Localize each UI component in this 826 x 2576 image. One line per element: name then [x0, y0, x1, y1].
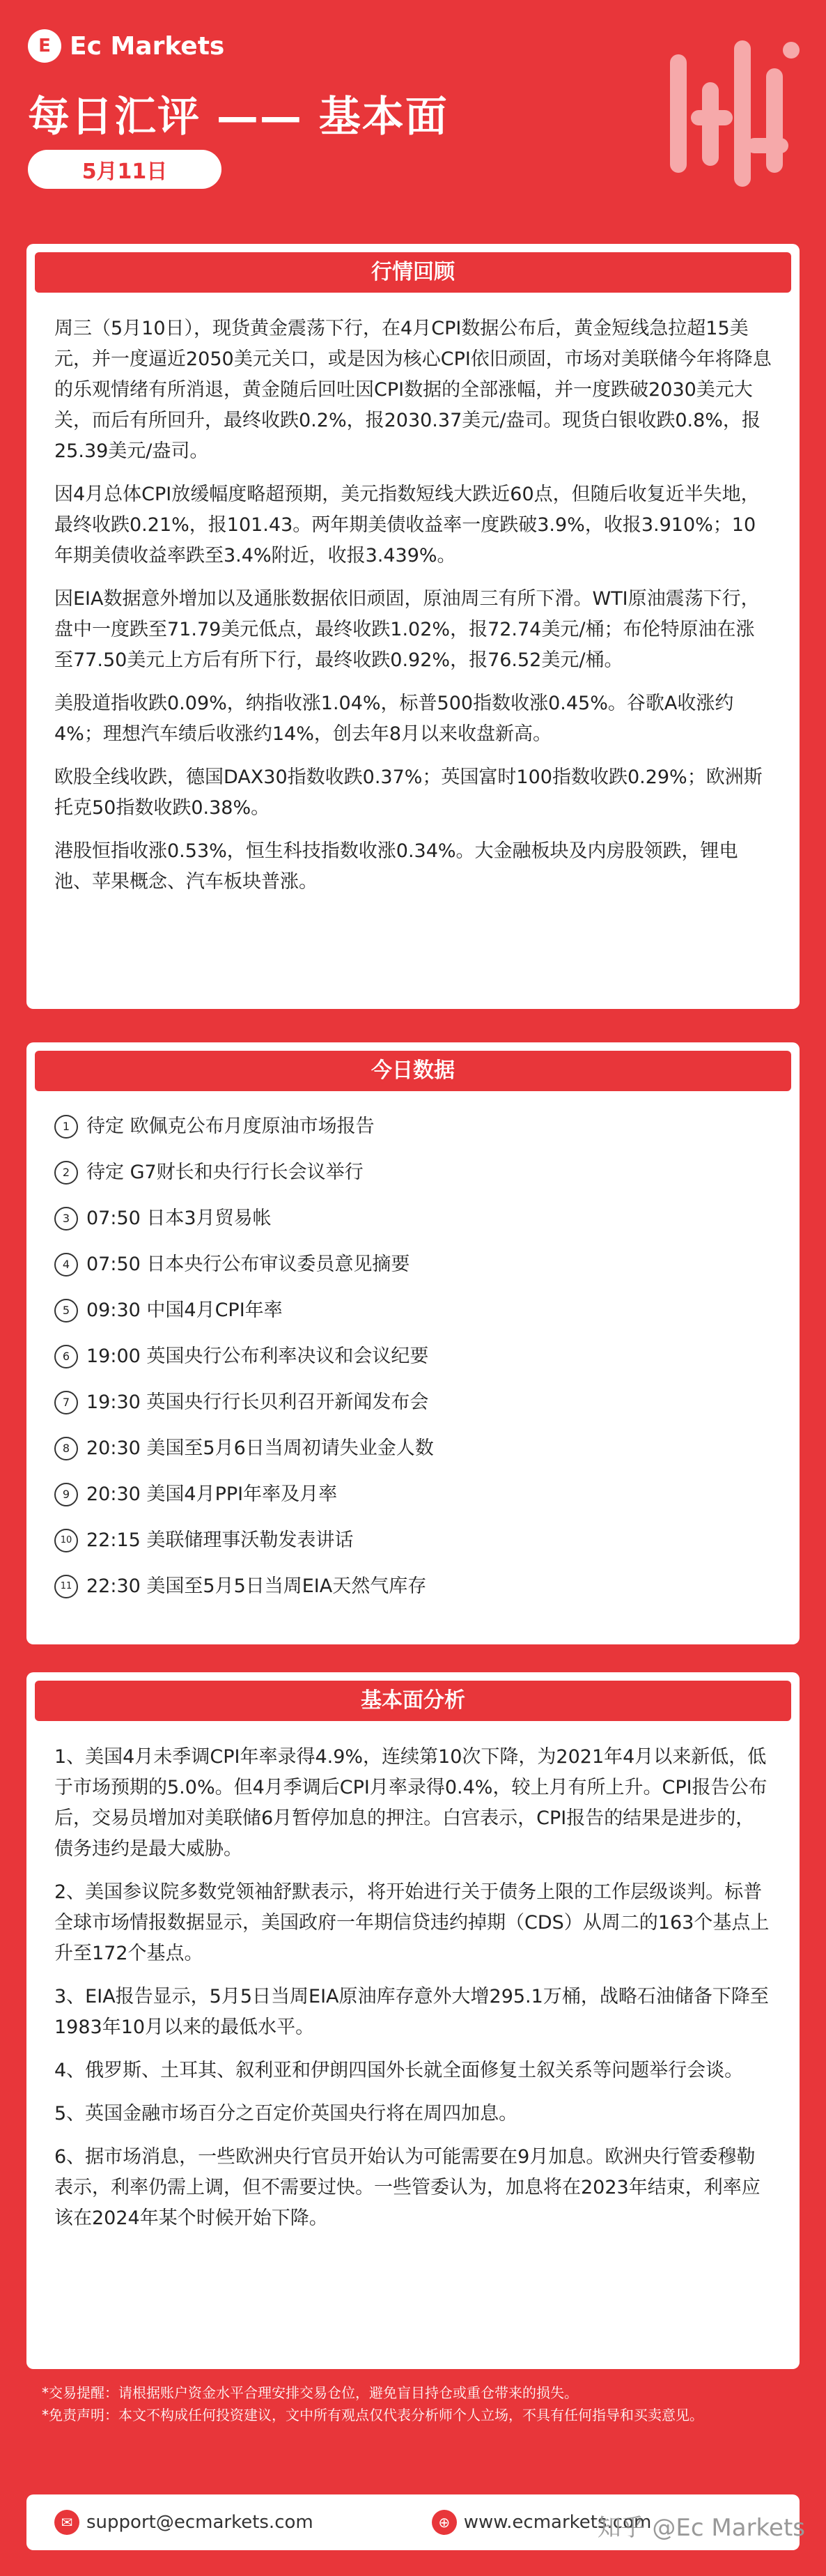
list-item — [54, 1104, 772, 1150]
fundamental-paragraph: 5、英国金融市场百分之百定价英国央行将在周四加息。 — [54, 2103, 518, 2124]
item-text: 20:30 美国至5月6日当周初请失业金人数 — [86, 1437, 434, 1459]
item-number: 1 — [54, 1115, 78, 1139]
list-item — [54, 1196, 772, 1242]
fundamentals-heading: 基本面分析 — [35, 1681, 791, 1721]
footer-email[interactable] — [54, 2510, 313, 2535]
review-paragraph: 港股恒指收涨0.53%，恒生科技指数收涨0.34%。大金融板块及内房股领跌，锂电池、苹果概念、汽车板块普涨。 — [54, 840, 738, 893]
review-paragraph: 因4月总体CPI放缓幅度略超预期，美元指数短线大跌近60点，但随后收复近半失地，最终收跌0.21%，报101.43。两年期美债收益率一度跌破3.9%，收报3.910%；10年期美债收益率跌至3.4%附近，收报3.439%。 — [54, 484, 760, 566]
date-badge: 5月11日 — [28, 150, 221, 189]
item-number: 11 — [54, 1575, 78, 1598]
item-number: 7 — [54, 1391, 78, 1414]
item-text: 20:30 美国4月PPI年率及月率 — [86, 1483, 338, 1505]
list-item — [54, 1564, 772, 1610]
fundamentals-body — [26, 1721, 800, 2267]
item-number: 9 — [54, 1483, 78, 1506]
item-number: 6 — [54, 1345, 78, 1368]
item-text: 22:15 美联储理事沃勒发表讲话 — [86, 1529, 354, 1551]
list-item — [54, 1288, 772, 1334]
fundamentals-card — [26, 1672, 800, 2369]
review-paragraph: 美股道指收跌0.09%，纳指收涨1.04%，标普500指数收涨0.45%。谷歌A收涨约4%；理想汽车绩后收涨约14%，创去年8月以来收盘新高。 — [54, 693, 734, 745]
item-number: 5 — [54, 1299, 78, 1322]
review-paragraph: 因EIA数据意外增加以及通胀数据依旧顽固，原油周三有所下滑。WTI原油震荡下行，盘中一度跌至71.79美元低点，最终收跌1.02%，报72.74美元/桶；布伦特原油在涨至77.50美元上方后有所下行，最终收跌0.92%，报76.52美元/桶。 — [54, 588, 760, 671]
item-number: 2 — [54, 1161, 78, 1185]
list-item — [54, 1426, 772, 1472]
fundamental-paragraph: 1、美国4月未季调CPI年率录得4.9%，连续第10次下降，为2021年4月以来新低，低于市场预期的5.0%。但4月季调后CPI月率录得0.4%，较上月有所上升。CPI报告公布后，交易员增加对美联储6月暂停加息的押注。白宫表示，CPI报告的结果是进步的，债务违约是最大威胁。 — [54, 1746, 767, 1860]
fundamental-paragraph: 4、俄罗斯、土耳其、叙利亚和伊朗四国外长就全面修复土叙关系等问题举行会谈。 — [54, 2060, 744, 2081]
today-data-card — [26, 1042, 800, 1644]
logo-text: Ec Markets — [70, 31, 225, 61]
item-text: 09:30 中国4月CPI年率 — [86, 1299, 283, 1321]
item-number: 8 — [54, 1437, 78, 1460]
list-item — [54, 1150, 772, 1196]
item-text: 19:30 英国央行行长贝利召开新闻发布会 — [86, 1391, 429, 1413]
brand-logo — [28, 29, 224, 63]
market-review-heading: 行情回顾 — [35, 252, 791, 293]
email-text[interactable]: support@ecmarkets.com — [86, 2512, 313, 2533]
item-text: 07:50 日本央行公布审议委员意见摘要 — [86, 1254, 410, 1275]
fundamental-paragraph: 2、美国参议院多数党领袖舒默表示，将开始进行关于债务上限的工作层级谈判。标普全球市场情报数据显示，美国政府一年期信贷违约掉期（CDS）从周二的163个基点上升至172个基点。 — [54, 1881, 770, 1964]
page-title: 每日汇评 —— 基本面 — [28, 93, 449, 141]
market-review-card — [26, 244, 800, 1009]
fundamental-paragraph: 3、EIA报告显示，5月5日当周EIA原油库存意外大增295.1万桶，战略石油储备下降至1983年10月以来的最低水平。 — [54, 1986, 769, 2038]
item-text: 07:50 日本3月贸易帐 — [86, 1208, 272, 1229]
list-item — [54, 1518, 772, 1564]
item-text: 待定 欧佩克公布月度原油市场报告 — [86, 1116, 375, 1137]
fundamental-paragraph: 6、据市场消息，一些欧洲央行官员开始认为可能需要在9月加息。欧洲央行管委穆勒表示，利率仍需上调，但不需要过快。一些管委认为，加息将在2023年结束，利率应该在2024年某个时候开始下降。 — [54, 2146, 761, 2229]
risk-note: *交易提醒：请根据账户资金水平合理安排交易仓位，避免盲目持仓或重仓带来的损失。 — [42, 2384, 578, 2401]
today-data-list — [26, 1091, 800, 1630]
website-text[interactable]: www.ecmarkets.com — [463, 2512, 652, 2533]
list-item — [54, 1380, 772, 1426]
review-paragraph: 欧股全线收跌，德国DAX30指数收跌0.37%；英国富时100指数收跌0.29%；欧洲斯托克50指数收跌0.38%。 — [54, 766, 763, 819]
item-number: 10 — [54, 1529, 78, 1552]
disclaimer-notes — [42, 2382, 787, 2426]
item-number: 4 — [54, 1253, 78, 1277]
market-review-body — [26, 293, 800, 931]
disclaimer-note: *免责声明：本文不构成任何投资建议，文中所有观点仅代表分析师个人立场，不具有任何指导和买卖意见。 — [42, 2407, 703, 2423]
list-item — [54, 1334, 772, 1380]
logo-icon: E — [28, 29, 61, 63]
item-number: 3 — [54, 1207, 78, 1231]
list-item — [54, 1242, 772, 1288]
watermark: 知乎 @Ec Markets — [597, 2514, 805, 2542]
today-data-heading: 今日数据 — [35, 1051, 791, 1091]
review-paragraph: 周三（5月10日），现货黄金震荡下行，在4月CPI数据公布后，黄金短线急拉超15美元，并一度逼近2050美元关口，或是因为核心CPI依旧顽固，市场对美联储今年将降息的乐观情绪有所消退，黄金随后回吐因CPI数据的全部涨幅，并一度跌破2030美元大关，而后有所回升，最终收跌0.2%，报2030.37美元/盎司。现货白银收跌0.8%，报25.39美元/盎司。 — [54, 318, 772, 462]
mail-icon: ✉ — [54, 2510, 79, 2535]
list-item — [54, 1472, 772, 1518]
globe-icon: ⊕ — [432, 2510, 457, 2535]
item-text: 22:30 美国至5月5日当周EIA天然气库存 — [86, 1575, 427, 1597]
decorative-bars-icon — [663, 33, 802, 194]
item-text: 待定 G7财长和央行行长会议举行 — [86, 1162, 364, 1183]
header — [0, 0, 826, 230]
item-text: 19:00 英国央行公布利率决议和会议纪要 — [86, 1345, 429, 1367]
